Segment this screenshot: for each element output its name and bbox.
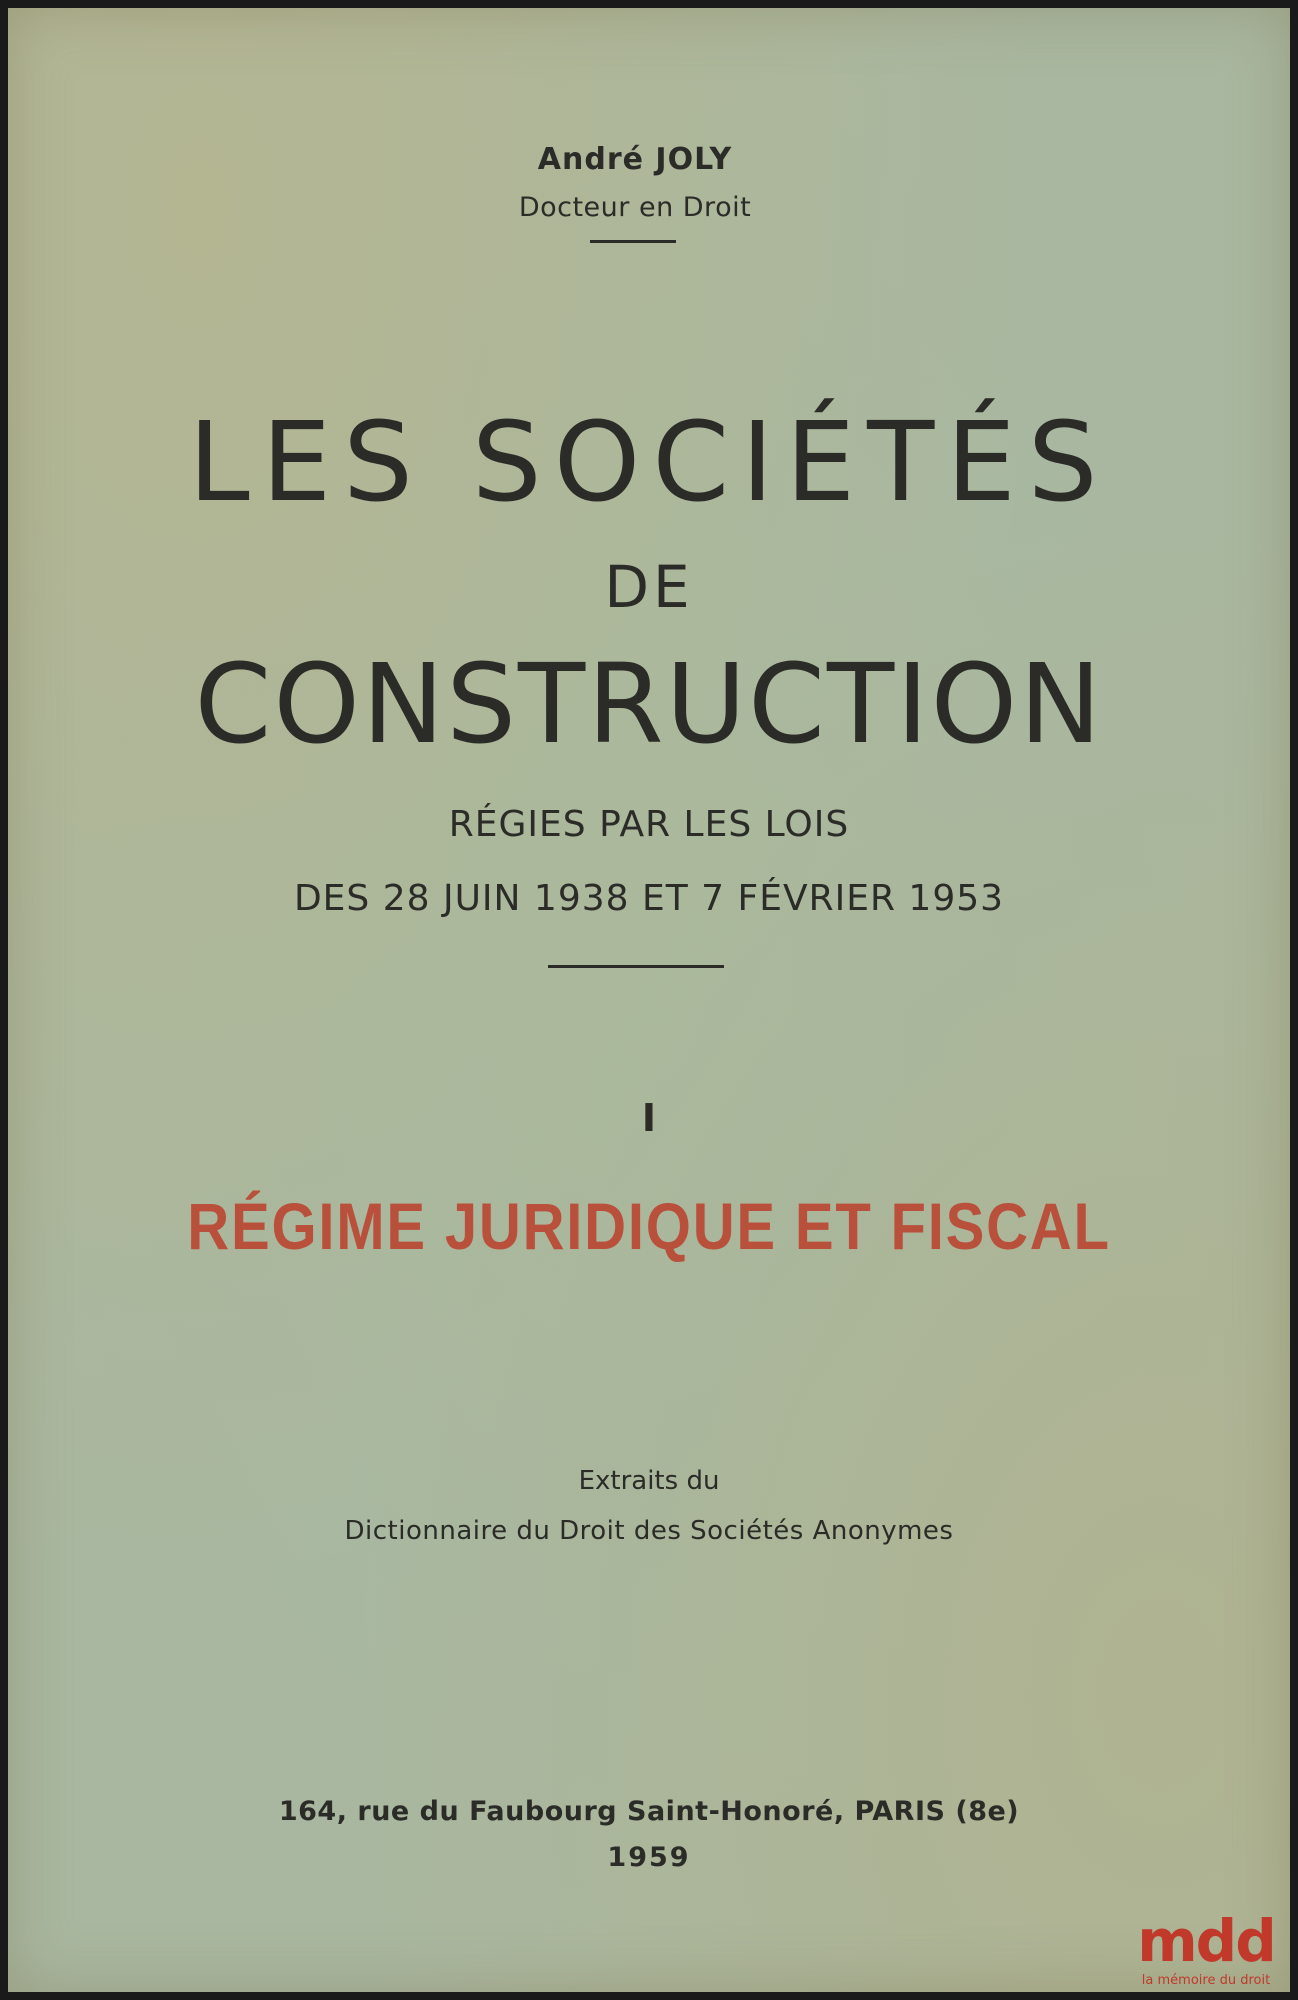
divider-top (590, 240, 676, 243)
part-number: I (641, 1096, 657, 1140)
author-degree: Docteur en Droit (518, 192, 752, 223)
title-line-2: DE (604, 553, 694, 621)
extract-line-1: Extraits du (578, 1466, 720, 1496)
subtitle-line-1: RÉGIES PAR LES LOIS (448, 804, 850, 845)
extract-line-2: Dictionnaire du Droit des Sociétés Anonymes (344, 1516, 954, 1546)
divider-middle (548, 965, 724, 968)
mdd-logo-mark: mdd (1137, 1907, 1275, 1975)
part-title: RÉGIME JURIDIQUE ET FISCAL (187, 1189, 1111, 1263)
mdd-logo (1126, 1907, 1286, 1988)
subtitle-line-2: DES 28 JUIN 1938 ET 7 FÉVRIER 1953 (293, 878, 1005, 919)
mdd-logo-tagline: la mémoire du droit (1141, 1973, 1271, 1988)
publication-year: 1959 (607, 1842, 691, 1873)
title-line-3: CONSTRUCTION (194, 640, 1104, 768)
title-line-1: LES SOCIÉTÉS (188, 398, 1110, 526)
book-cover (8, 8, 1290, 1992)
author-name: André JOLY (537, 142, 733, 177)
publisher-address: 164, rue du Faubourg Saint-Honoré, PARIS (8e) (278, 1796, 1020, 1827)
